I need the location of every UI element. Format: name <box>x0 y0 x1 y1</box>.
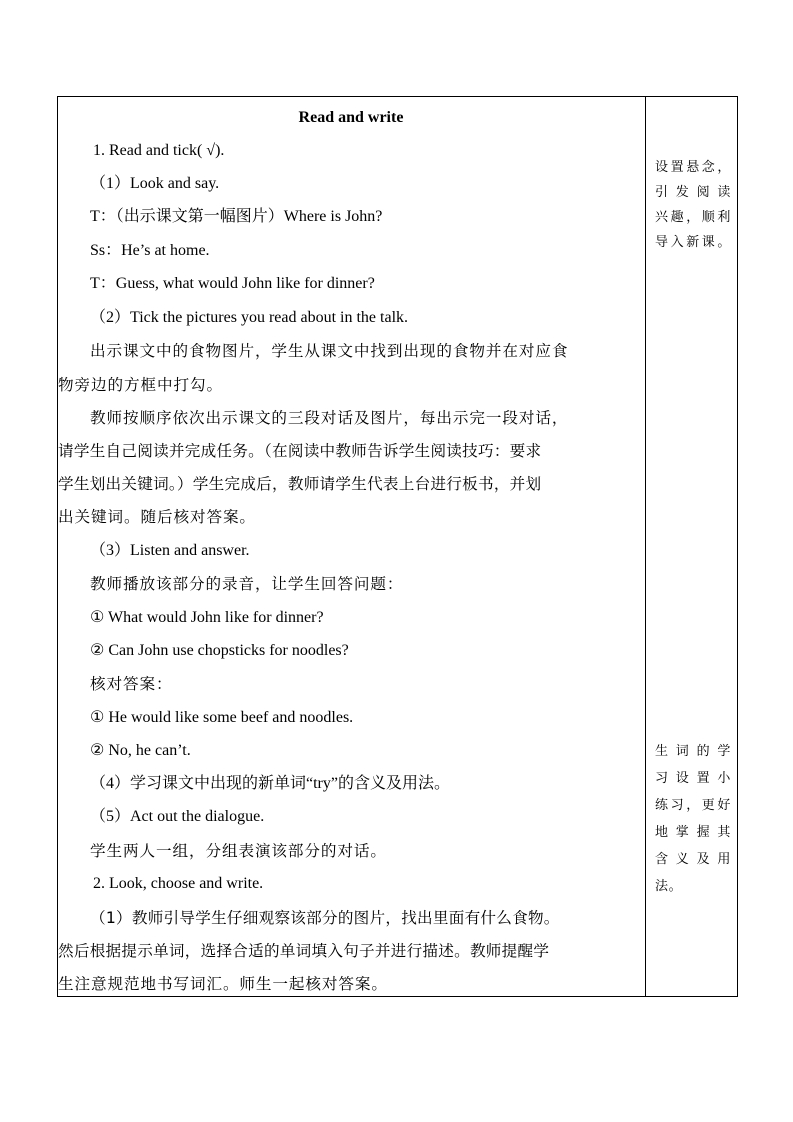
substep-3-heading: （3）Listen and answer. <box>90 542 250 559</box>
step-2-heading: 2. Look, choose and write. <box>93 875 264 892</box>
paragraph-line: 出关键词。随后核对答案。 <box>58 508 256 526</box>
question-1: ① What would John like for dinner? <box>90 609 324 626</box>
substep-4-heading: （4）学习课文中出现的新单词“try”的含义及用法。 <box>90 775 450 792</box>
dialogue-teacher-2: T：Guess, what would John like for dinner? <box>90 275 375 292</box>
paragraph-line: 学生划出关键词。）学生完成后，教师请学生代表上台进行板书，并划 <box>58 475 542 493</box>
note-line: 兴趣，顺利 <box>655 210 731 225</box>
note-line: 引发阅读 <box>655 185 731 200</box>
note-line: 设置悬念， <box>655 160 731 175</box>
paragraph-line: 学生两人一组，分组表演该部分的对话。 <box>90 842 387 860</box>
question-2: ② Can John use chopsticks for noodles? <box>90 642 349 659</box>
column-divider <box>645 97 646 996</box>
paragraph-line: 教师按顺序依次出示课文的三段对话及图片，每出示完一段对话， <box>90 409 569 427</box>
paragraph-line: 教师播放该部分的录音，让学生回答问题： <box>90 575 404 593</box>
note-line: 地掌握其 <box>655 825 731 840</box>
answer-2: ② No, he can’t. <box>90 742 191 759</box>
paragraph-line: 生注意规范地书写词汇。师生一起核对答案。 <box>58 975 388 993</box>
dialogue-teacher-1: T：（出示课文第一幅图片）Where is John? <box>90 208 383 225</box>
substep-2-heading: （2）Tick the pictures you read about in the talk. <box>90 309 409 326</box>
paragraph-line: 出示课文中的食物图片，学生从课文中找到出现的食物并在对应食 <box>90 342 569 360</box>
lesson-table <box>57 96 738 997</box>
lesson-content-cell <box>58 97 640 996</box>
paragraph-line: 然后根据提示单词，选择合适的单词填入句子并进行描述。教师提醒学 <box>58 942 550 960</box>
paragraph-line: 请学生自己阅读并完成任务。（在阅读中教师告诉学生阅读技巧：要求 <box>58 442 542 460</box>
substep-1-heading: （1）Look and say. <box>90 175 220 192</box>
note-line: 含义及用 <box>655 852 731 867</box>
note-line: 生词的学 <box>655 744 731 759</box>
note-line: 习设置小 <box>655 771 731 786</box>
paragraph-line: 物旁边的方框中打勾。 <box>58 376 223 394</box>
section-title: Read and write <box>298 109 404 126</box>
paragraph-line: （1）教师引导学生仔细观察该部分的图片，找出里面有什么食物。 <box>90 909 560 927</box>
note-line: 练习，更好 <box>655 798 731 813</box>
note-line: 导入新课。 <box>655 235 731 250</box>
answer-1: ① He would like some beef and noodles. <box>90 709 354 726</box>
note-line: 法。 <box>655 879 683 894</box>
dialogue-students-1: Ss：He’s at home. <box>90 242 210 259</box>
substep-5-heading: （5）Act out the dialogue. <box>90 808 265 825</box>
step-1-heading: 1. Read and tick( √). <box>93 142 225 159</box>
answers-heading: 核对答案： <box>90 675 173 693</box>
